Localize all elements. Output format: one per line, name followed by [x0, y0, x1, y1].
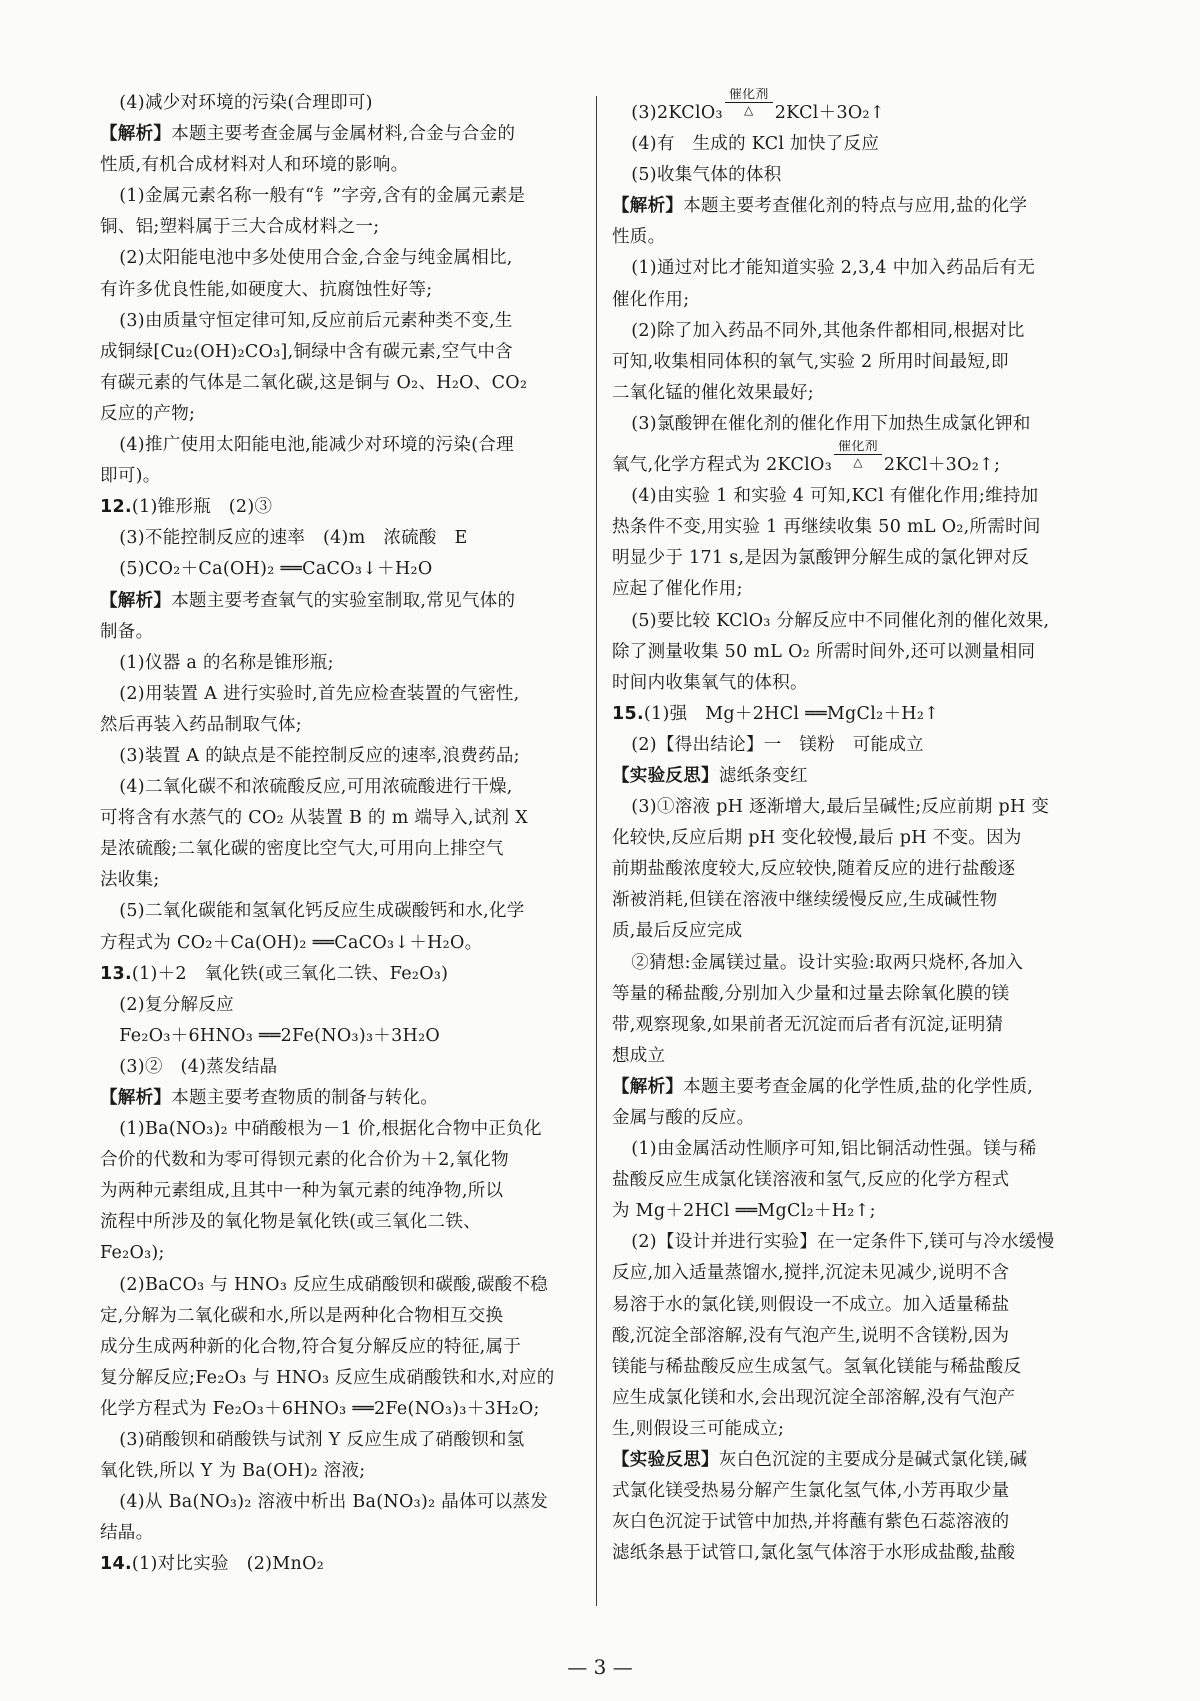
line-text: (3)硝酸钡和硝酸铁与试剂 Y 反应生成了硝酸钡和氢 — [119, 1430, 525, 1451]
text-line — [612, 606, 1100, 637]
section-tag: 【解析】 — [100, 590, 172, 611]
text-line — [100, 1021, 588, 1052]
text-line — [100, 741, 588, 772]
line-text: 盐酸反应生成氯化镁溶液和氢气,反应的化学方程式 — [612, 1170, 1010, 1191]
question-number: 15. — [612, 703, 644, 724]
line-text: 然后再装入药品制取气体; — [100, 714, 302, 735]
text-line — [100, 275, 588, 306]
text-line — [612, 1041, 1100, 1072]
equation-left: (3)2KClO₃ — [631, 103, 723, 123]
line-text: (2)用装置 A 进行实验时,首先应检查装置的气密性, — [119, 683, 520, 704]
line-text: (1)＋2 氧化铁(或三氧化二铁、Fe₂O₃) — [131, 963, 449, 984]
text-line — [612, 979, 1100, 1010]
question-line — [100, 492, 588, 523]
text-line — [100, 1363, 588, 1394]
section-tag: 【解析】 — [100, 1088, 172, 1108]
text-line — [612, 1227, 1100, 1258]
line-text: 本题主要考查氧气的实验室制取,常见气体的 — [171, 590, 516, 611]
text-line — [612, 222, 1100, 253]
line-text: 本题主要考查催化剂的特点与应用,盐的化学 — [683, 196, 1028, 217]
line-text: 酸,沉淀全部溶解,没有气泡产生,说明不含镁粉,因为 — [612, 1325, 1010, 1346]
line-text: (4)由实验 1 和实验 4 可知,KCl 有催化作用;维持加 — [631, 486, 1039, 507]
line-text: 二氧化锰的催化效果最好; — [612, 382, 814, 403]
line-text: 可将含有水蒸气的 CO₂ 从装置 B 的 m 端导入,试剂 X — [100, 808, 528, 829]
text-line — [612, 823, 1100, 854]
text-line — [612, 1290, 1100, 1321]
question-number: 14. — [100, 1554, 132, 1575]
line-text: 是浓硫酸;二氧化碳的密度比空气大,可用向上排空气 — [100, 839, 504, 860]
line-text: Fe₂O₃＋6HNO₃ ══2Fe(NO₃)₃＋3H₂O — [119, 1025, 441, 1046]
analysis-line — [612, 191, 1100, 222]
text-line — [612, 1414, 1100, 1445]
line-text: (3)② (4)蒸发结晶 — [119, 1056, 278, 1077]
line-text: (3)装置 A 的缺点是不能控制反应的速率,浪费药品; — [119, 745, 520, 766]
text-line — [612, 1196, 1100, 1227]
text-line — [612, 1383, 1100, 1414]
text-line — [612, 1010, 1100, 1041]
question-line — [100, 1549, 588, 1580]
analysis-line — [612, 1445, 1100, 1476]
analysis-line — [612, 1072, 1100, 1103]
text-line — [612, 885, 1100, 916]
question-number: 12. — [100, 497, 132, 518]
text-line — [612, 512, 1100, 543]
line-text: (5)要比较 KClO₃ 分解反应中不同催化剂的催化效果, — [631, 610, 1050, 631]
line-text: (3)不能控制反应的速率 (4)m 浓硫酸 E — [119, 528, 468, 549]
analysis-line — [100, 1083, 588, 1114]
text-line — [612, 854, 1100, 885]
line-text: 反应,加入适量蒸馏水,搅拌,沉淀未见减少,说明不含 — [612, 1263, 1010, 1284]
line-text: (2)【得出结论】一 镁粉 可能成立 — [631, 734, 924, 755]
line-text: 制备。 — [100, 621, 154, 642]
text-line — [612, 1258, 1100, 1289]
text-line — [100, 1114, 588, 1145]
analysis-line — [100, 119, 588, 150]
text-line — [100, 461, 588, 492]
text-line — [100, 181, 588, 212]
text-line — [100, 243, 588, 274]
line-text: 热条件不变,用实验 1 再继续收集 50 mL O₂,所需时间 — [612, 517, 1041, 538]
line-text: 催化作用; — [612, 289, 690, 310]
text-line — [612, 668, 1100, 699]
line-text: 结晶。 — [100, 1523, 154, 1544]
text-line — [612, 1165, 1100, 1196]
line-text: (4)推广使用太阳能电池,能减少对环境的污染(合理 — [119, 435, 514, 456]
analysis-line — [100, 586, 588, 617]
text-line — [100, 834, 588, 865]
equation-line — [612, 440, 1100, 481]
text-line — [100, 523, 588, 554]
text-line — [100, 1270, 588, 1301]
analysis-line — [612, 761, 1100, 792]
text-line — [612, 129, 1100, 160]
text-line — [100, 710, 588, 741]
text-line — [100, 1332, 588, 1363]
text-line — [612, 916, 1100, 947]
line-text: 有许多优良性能,如硬度大、抗腐蚀性好等; — [100, 279, 433, 300]
line-text: (1)Ba(NO₃)₂ 中硝酸根为－1 价,根据化合物中正负化 — [119, 1119, 542, 1140]
question-line — [100, 959, 588, 990]
line-text: (5)收集气体的体积 — [631, 165, 782, 186]
line-text: (5)二氧化碳能和氢氧化钙反应生成碳酸钙和水,化学 — [119, 901, 525, 922]
section-tag: 【解析】 — [612, 1076, 684, 1097]
line-text: (1)仪器 a 的名称是锥形瓶; — [119, 652, 334, 673]
line-text: 渐被消耗,但镁在溶液中继续缓慢反应,生成碱性物 — [612, 890, 998, 911]
equation-right: 2KCl＋3O₂↑; — [883, 455, 1001, 476]
text-line — [612, 574, 1100, 605]
line-text: 氧化铁,所以 Y 为 Ba(OH)₂ 溶液; — [100, 1461, 366, 1482]
text-line — [100, 648, 588, 679]
line-text: 复分解反应;Fe₂O₃ 与 HNO₃ 反应生成硝酸铁和水,对应的 — [100, 1367, 555, 1388]
line-text: (2)【设计并进行实验】在一定条件下,镁可与冷水缓慢 — [631, 1232, 1055, 1253]
text-line — [100, 865, 588, 896]
line-text: 想成立 — [612, 1045, 666, 1066]
line-text: (2)BaCO₃ 与 HNO₃ 反应生成硝酸钡和碳酸,碳酸不稳 — [119, 1274, 549, 1295]
catalyst-label: 催化剂 — [725, 88, 773, 103]
question-number: 13. — [100, 963, 132, 984]
line-text: 等量的稀盐酸,分别加入少量和过量去除氧化膜的镁 — [612, 983, 1010, 1004]
text-line — [612, 1538, 1100, 1569]
equation-left: 氧气,化学方程式为 2KClO₃ — [612, 455, 833, 476]
text-line — [612, 285, 1100, 316]
line-text: 成铜绿[Cu₂(OH)₂CO₃],铜绿中含有碳元素,空气中含 — [100, 341, 513, 362]
catalyst-label: 催化剂 — [834, 440, 882, 455]
line-text: 即可)。 — [100, 466, 161, 487]
line-text: 化学方程式为 Fe₂O₃＋6HNO₃ ══2Fe(NO₃)₃＋3H₂O; — [100, 1398, 540, 1419]
line-text: 易溶于水的氯化镁,则假设一不成立。加入适量稀盐 — [612, 1294, 1010, 1315]
line-text: 滤纸条变红 — [718, 765, 808, 786]
line-text: (3)由质量守恒定律可知,反应前后元素种类不变,生 — [119, 310, 513, 331]
text-line — [612, 1352, 1100, 1383]
text-line — [612, 730, 1100, 761]
line-text: 式氯化镁受热易分解产生氯化氢气体,小芳再取少量 — [612, 1481, 1010, 1502]
line-text: (4)减少对环境的污染(合理即可) — [119, 93, 373, 113]
line-text: 本题主要考查金属与金属材料,合金与合金的 — [171, 124, 516, 145]
text-line — [100, 554, 588, 585]
text-line — [612, 1476, 1100, 1507]
section-tag: 【解析】 — [612, 196, 684, 217]
left-column — [100, 88, 588, 1581]
line-text: 性质。 — [612, 227, 666, 248]
line-text: 镁能与稀盐酸反应生成氢气。氢氧化镁能与稀盐酸反 — [612, 1356, 1022, 1377]
text-line — [612, 1507, 1100, 1538]
line-text: 铜、铝;塑料属于三大合成材料之一; — [100, 217, 380, 238]
line-text: 金属与酸的反应。 — [612, 1108, 755, 1128]
line-text: 为两种元素组成,且其中一种为氧元素的纯净物,所以 — [100, 1181, 504, 1202]
line-text: ②猜想:金属镁过量。设计实验:取两只烧杯,各加入 — [631, 952, 1024, 973]
line-text: 明显少于 171 s,是因为氯酸钾分解生成的氯化钾对反 — [612, 548, 1030, 569]
text-line — [100, 617, 588, 648]
catalyst-arrow — [834, 440, 882, 469]
text-line — [100, 1052, 588, 1083]
text-line — [100, 1456, 588, 1487]
line-text: 合价的代数和为零可得钡元素的化合价为＋2,氧化物 — [100, 1150, 509, 1171]
line-text: 质,最后反应完成 — [612, 921, 743, 942]
right-column — [612, 88, 1100, 1569]
text-line — [612, 253, 1100, 284]
text-line — [612, 347, 1100, 378]
text-line — [100, 399, 588, 430]
line-text: 定,分解为二氧化碳和水,所以是两种化合物相互交换 — [100, 1305, 504, 1326]
text-line — [100, 928, 588, 959]
equation-right: 2KCl＋3O₂↑ — [774, 103, 885, 123]
text-line — [100, 803, 588, 834]
text-line — [100, 679, 588, 710]
line-text: 前期盐酸浓度较大,反应较快,随着反应的进行盐酸逐 — [612, 859, 1016, 880]
line-text: 反应的产物; — [100, 403, 196, 424]
question-line — [612, 699, 1100, 730]
line-text: (4)有 生成的 KCl 加快了反应 — [631, 134, 880, 155]
column-divider — [596, 96, 597, 1606]
text-line — [100, 772, 588, 803]
line-text: (1)由金属活动性顺序可知,铝比铜活动性强。镁与稀 — [631, 1139, 1037, 1160]
line-text: 灰白色沉淀的主要成分是碱式氯化镁,碱 — [718, 1450, 1028, 1471]
text-line — [100, 212, 588, 243]
line-text: (2)太阳能电池中多处使用合金,合金与纯金属相比, — [119, 248, 513, 269]
section-tag: 【实验反思】 — [612, 1450, 719, 1471]
text-line — [100, 990, 588, 1021]
text-line — [612, 481, 1100, 512]
line-text: 滤纸条悬于试管口,氯化氢气体溶于水形成盐酸,盐酸 — [612, 1543, 1016, 1564]
line-text: 带,观察现象,如果前者无沉淀而后者有沉淀,证明猜 — [612, 1014, 1004, 1035]
text-line — [100, 1145, 588, 1176]
line-text: 化较快,反应后期 pH 变化较慢,最后 pH 不变。因为 — [612, 828, 1022, 849]
catalyst-arrow — [725, 88, 773, 117]
line-text: 有碳元素的气体是二氧化碳,这是铜与 O₂、H₂O、CO₂ — [100, 372, 528, 393]
line-text: 应起了催化作用; — [612, 579, 743, 600]
text-line — [100, 1518, 588, 1549]
heat-symbol: △ — [744, 103, 754, 117]
text-line — [612, 543, 1100, 574]
text-line — [612, 316, 1100, 347]
line-text: (1)金属元素名称一般有“钅”字旁,含有的金属元素是 — [119, 186, 526, 207]
line-text: 流程中所涉及的氧化物是氧化铁(或三氧化二铁、 — [100, 1212, 481, 1233]
text-line — [100, 1425, 588, 1456]
text-line — [100, 896, 588, 927]
section-tag: 【实验反思】 — [612, 765, 719, 786]
text-line — [100, 1176, 588, 1207]
line-text: 成分生成两种新的化合物,符合复分解反应的特征,属于 — [100, 1336, 522, 1357]
text-line — [612, 1103, 1100, 1134]
text-line — [100, 368, 588, 399]
line-text: 性质,有机合成材料对人和环境的影响。 — [100, 155, 409, 176]
line-text: (1)通过对比才能知道实验 2,3,4 中加入药品后有无 — [631, 258, 1036, 279]
line-text: 为 Mg＋2HCl ══MgCl₂＋H₂↑; — [612, 1201, 876, 1222]
line-text: 本题主要考查物质的制备与转化。 — [171, 1088, 439, 1108]
text-line — [100, 1207, 588, 1238]
text-line — [612, 1134, 1100, 1165]
text-line — [100, 88, 588, 119]
line-text: (4)从 Ba(NO₃)₂ 溶液中析出 Ba(NO₃)₂ 晶体可以蒸发 — [119, 1492, 549, 1513]
text-line — [612, 948, 1100, 979]
line-text: Fe₂O₃); — [100, 1243, 165, 1264]
line-text: (1)锥形瓶 (2)③ — [131, 497, 273, 518]
line-text: 时间内收集氧气的体积。 — [612, 672, 808, 693]
text-line — [100, 1394, 588, 1425]
text-line — [100, 1301, 588, 1332]
line-text: (5)CO₂＋Ca(OH)₂ ══CaCO₃↓＋H₂O — [119, 559, 433, 580]
heat-symbol: △ — [853, 455, 863, 470]
text-line — [612, 160, 1100, 191]
line-text: 应生成氯化镁和水,会出现沉淀全部溶解,没有气泡产 — [612, 1387, 1016, 1408]
line-text: (1)对比实验 (2)MnO₂ — [131, 1554, 325, 1575]
text-line — [612, 792, 1100, 823]
text-line — [612, 637, 1100, 668]
text-line — [612, 409, 1100, 440]
line-text: (2)除了加入药品不同外,其他条件都相同,根据对比 — [631, 320, 1025, 341]
line-text: 本题主要考查金属的化学性质,盐的化学性质, — [683, 1076, 1034, 1097]
text-line — [100, 1238, 588, 1269]
line-text: 除了测量收集 50 mL O₂ 所需时间外,还可以测量相同 — [612, 641, 1036, 662]
text-line — [100, 430, 588, 461]
line-text: 法收集; — [100, 870, 160, 891]
text-line — [100, 150, 588, 181]
text-line — [100, 306, 588, 337]
line-text: 生,则假设三可能成立; — [612, 1418, 785, 1439]
text-line — [612, 1321, 1100, 1352]
line-text: (4)二氧化碳不和浓硫酸反应,可用浓硫酸进行干燥, — [119, 777, 513, 798]
line-text: 可知,收集相同体积的氧气,实验 2 所用时间最短,即 — [612, 351, 1009, 372]
text-line — [100, 1487, 588, 1518]
text-line — [100, 337, 588, 368]
line-text: (2)复分解反应 — [119, 994, 234, 1015]
line-text: 方程式为 CO₂＋Ca(OH)₂ ══CaCO₃↓＋H₂O。 — [100, 932, 483, 953]
section-tag: 【解析】 — [100, 124, 172, 145]
line-text: (1)强 Mg＋2HCl ══MgCl₂＋H₂↑ — [643, 703, 940, 724]
equation-line — [612, 88, 1100, 129]
page-number: — 3 — — [567, 1655, 633, 1679]
line-text: (3)氯酸钾在催化剂的催化作用下加热生成氯化钾和 — [631, 413, 1031, 434]
line-text: (3)①溶液 pH 逐渐增大,最后呈碱性;反应前期 pH 变 — [631, 797, 1050, 818]
line-text: 灰白色沉淀于试管中加热,并将蘸有紫色石蕊溶液的 — [612, 1512, 1010, 1533]
text-line — [612, 378, 1100, 409]
